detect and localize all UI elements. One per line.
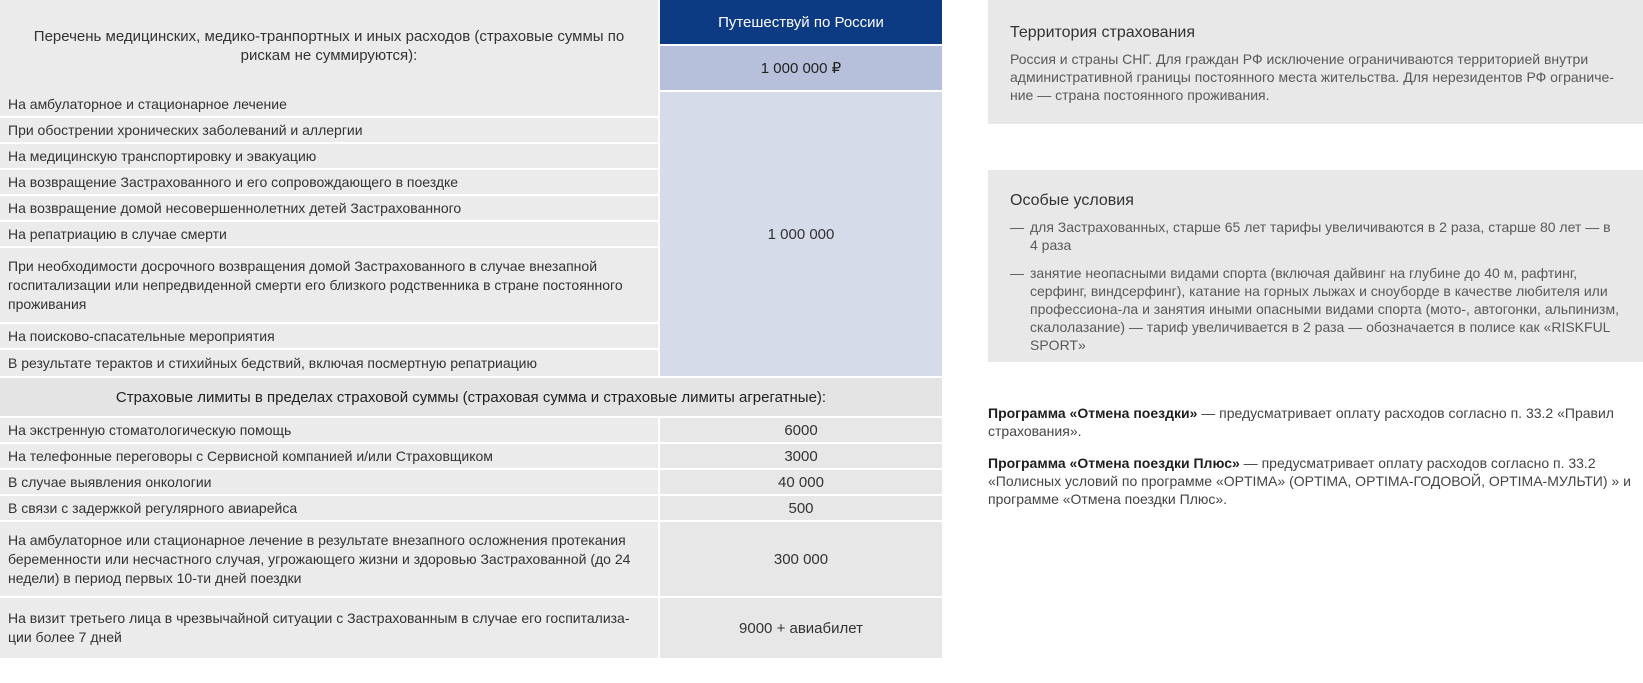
cancel-trip-plus-note xyxy=(988,454,1643,508)
special-condition-text: для Застрахованных, старше 65 лет тарифы увеличиваются в 2 раза, старше 80 лет — в 4 раза xyxy=(1030,219,1611,253)
limit-value: 3000 xyxy=(660,444,942,468)
program-name: Путешествуй по России xyxy=(660,0,942,46)
cancel-trip-note xyxy=(988,404,1643,440)
medical-sum: 1 000 000 xyxy=(660,92,942,376)
cancel-trip-plus-name: Программа «Отмена поездки Плюс» xyxy=(988,455,1240,471)
dash-marker: — xyxy=(1010,219,1024,235)
limits-section-header: Страховые лимиты в пределах страховой суммы (страховая сумма и страховые лимиты агрегатные): xyxy=(0,378,942,418)
special-conditions-title: Особые условия xyxy=(1010,192,1134,209)
program-header xyxy=(660,0,942,92)
cancel-trip-text: — предусматривает оплату расходов согласно п. 33.2 «Правил страхования». xyxy=(988,405,1614,439)
programs-notes xyxy=(988,404,1643,522)
table-header-expenses: Перечень медицинских, медико-транпортных и иных расходов (страховые суммы по рискам не суммируются): xyxy=(0,0,660,92)
table-row xyxy=(0,418,942,444)
limit-value: 300 000 xyxy=(660,522,942,596)
limit-label: На визит третьего лица в чрезвычайной ситуации с Застрахованным в случае его госпитализа-ции более 7 дней xyxy=(0,598,660,658)
special-condition-text: занятие неопасными видами спорта (включая дайвинг на глубине до 40 м, рафтинг, серфинг, виндсерфинг), катание на горных лыжах и сноуборде в качестве любителя или профессиона-ла и занятия иными опасными видами спорта (мото-, автогонки, альпинизм, скалолазание) — тариф увеличивается в 2 раза — обозначается в полисе как «RISKFUL SPORT» xyxy=(1030,265,1619,353)
limit-label: В связи с задержкой регулярного авиарейса xyxy=(0,496,660,520)
table-row xyxy=(0,598,942,660)
limit-value: 500 xyxy=(660,496,942,520)
medical-item: При необходимости досрочного возвращения домой Застрахованного в случае внезапной госпитализации или непредвиденной смерти его близкого родственника в стране постоянного проживания xyxy=(0,248,660,324)
territory-box xyxy=(988,0,1643,124)
table-row xyxy=(0,496,942,522)
dash-marker: — xyxy=(1010,265,1024,281)
cancel-trip-plus-text: — предусматривает оплату расходов согласно п. 33.2 «Полисных условий по программе «OPTIMA» (OPTIMA, OPTIMA-ГОДОВОЙ, OPTIMA-МУЛЬТИ) » и программе «Отмена поездки Плюс». xyxy=(988,455,1631,507)
limit-label: На экстренную стоматологическую помощь xyxy=(0,418,660,442)
medical-item: При обострении хронических заболеваний и аллергии xyxy=(0,118,660,144)
medical-item: На медицинскую транспортировку и эвакуацию xyxy=(0,144,660,170)
limit-value: 9000 + авиабилет xyxy=(660,598,942,658)
table-row xyxy=(0,470,942,496)
list-item xyxy=(1010,218,1621,254)
medical-item: На возвращение Застрахованного и его сопровождающего в поездке xyxy=(0,170,660,196)
medical-item: На репатриацию в случае смерти xyxy=(0,222,660,248)
limit-value: 40 000 xyxy=(660,470,942,494)
medical-item: В результате терактов и стихийных бедствий, включая посмертную репатриацию xyxy=(0,350,660,376)
program-sum: 1 000 000 ₽ xyxy=(660,46,942,90)
table-row xyxy=(0,522,942,598)
limit-label: На телефонные переговоры с Сервисной компанией и/или Страховщиком xyxy=(0,444,660,468)
limit-label: На амбулаторное или стационарное лечение в результате внезапного осложнения протекания беременности или несчастного случая, угрожающего жизни и здоровью Застрахованной (до 24 недели) в период первых 10-ти дней поездки xyxy=(0,522,660,596)
territory-text: Россия и страны СНГ. Для граждан РФ исключение ограничиваются территорией внутри административной границы постоянного места жительства. Для нерезидентов РФ ограниче-ние — страна постоянного проживания. xyxy=(1010,51,1614,103)
limit-value: 6000 xyxy=(660,418,942,442)
list-item xyxy=(1010,264,1621,354)
territory-title: Территория страхования xyxy=(1010,24,1195,41)
medical-item: На амбулаторное и стационарное лечение xyxy=(0,92,660,118)
limit-label: В случае выявления онкологии xyxy=(0,470,660,494)
table-header-row xyxy=(0,0,942,92)
medical-item: На поисково-спасательные мероприятия xyxy=(0,324,660,350)
special-conditions-box xyxy=(988,170,1643,362)
table-row xyxy=(0,444,942,470)
medical-item: На возвращение домой несовершеннолетних детей Застрахованного xyxy=(0,196,660,222)
cancel-trip-name: Программа «Отмена поездки» xyxy=(988,405,1198,421)
medical-expenses-group xyxy=(0,92,942,378)
